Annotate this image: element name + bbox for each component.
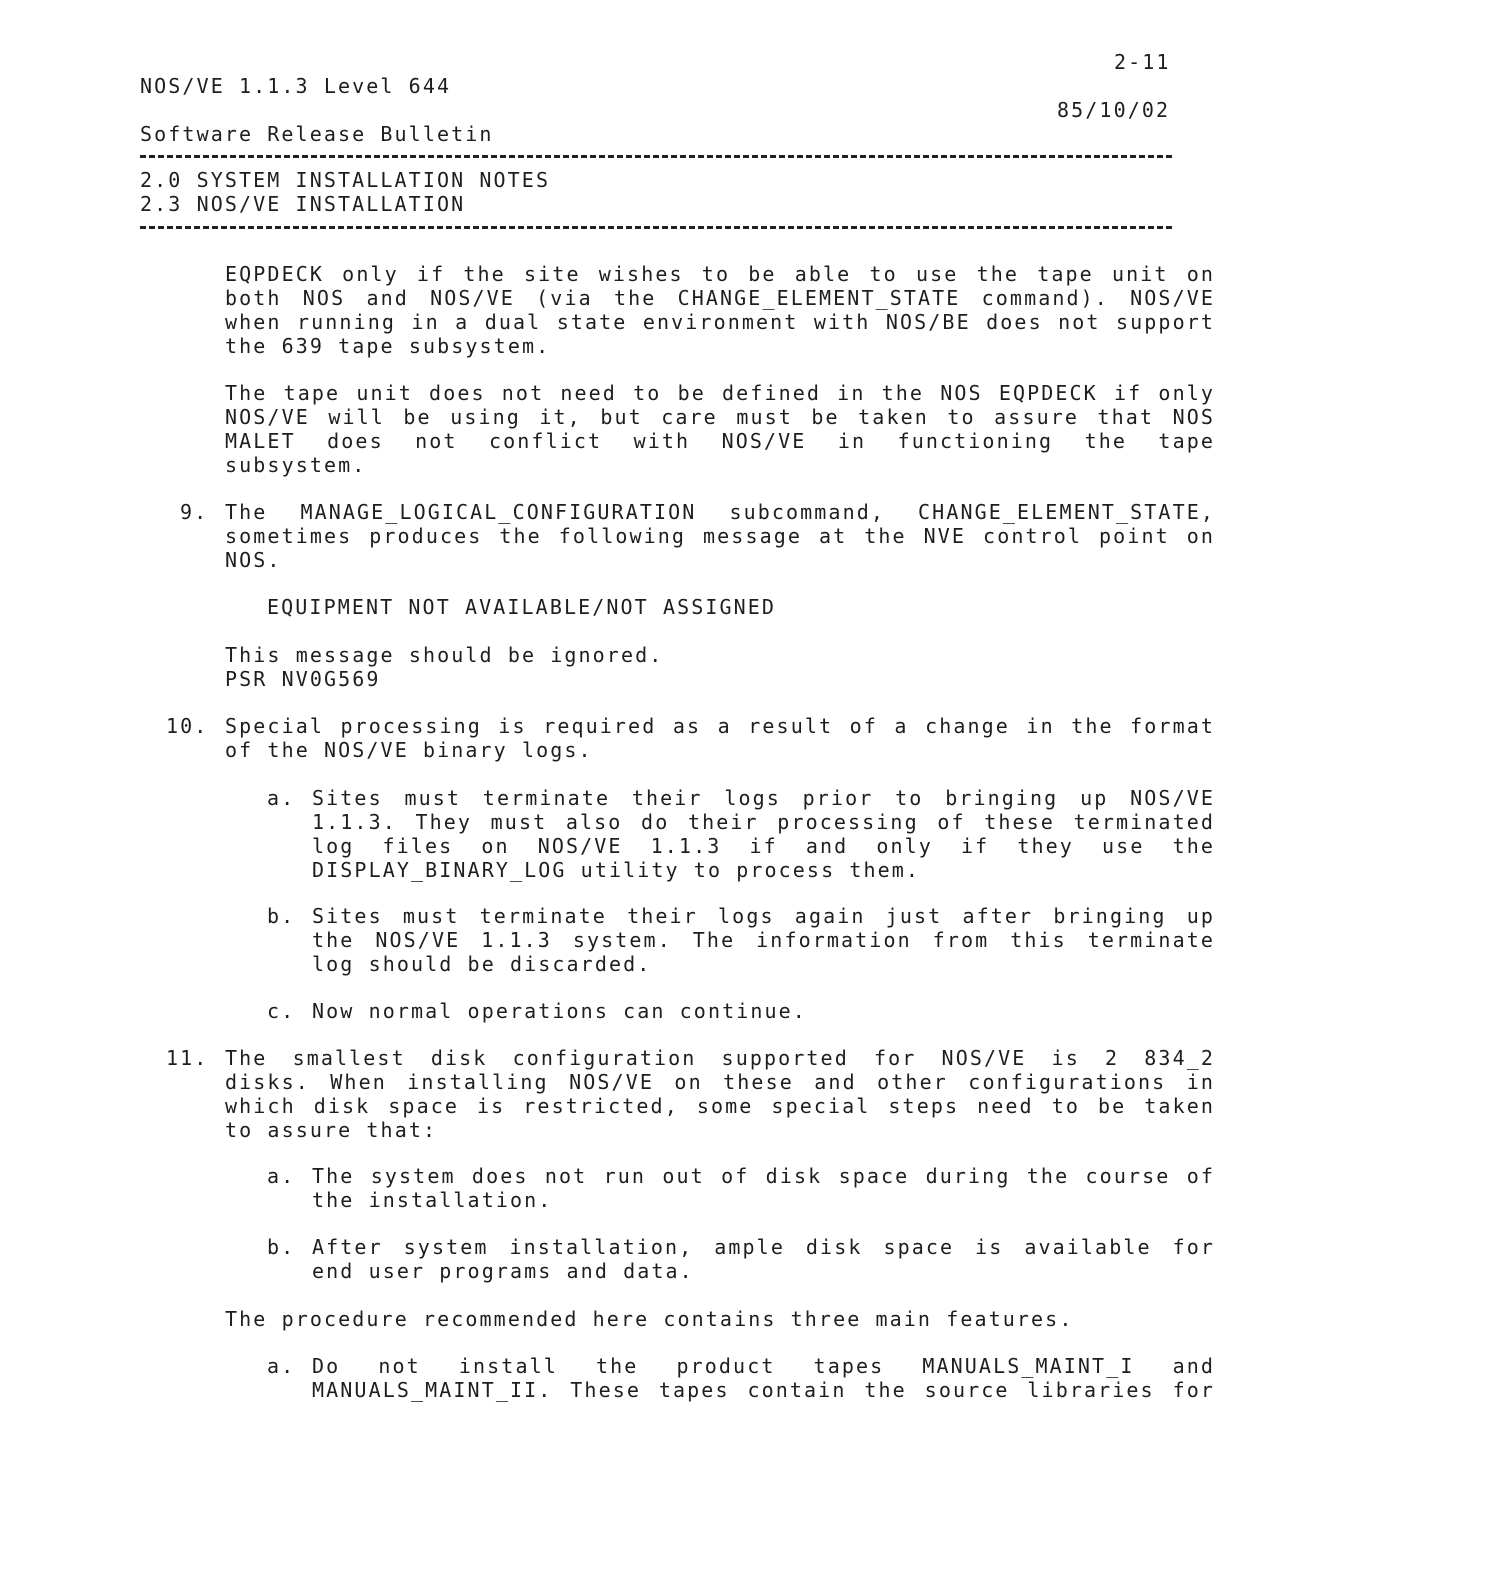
text-line: when running in a dual state environment with NOS/BE does not support <box>225 310 1215 334</box>
subitem-letter-10a: a. <box>267 786 296 810</box>
subitem-10c-text <box>312 999 1215 1023</box>
psr-reference: PSR NV0G569 <box>225 667 381 691</box>
item-9-text <box>225 500 1215 572</box>
text-line: sometimes produces the following message at the NVE control point on <box>225 524 1215 548</box>
text-line: MANUALS_MAINT_II. These tapes contain the source libraries for <box>312 1378 1215 1402</box>
subitem-11a-text <box>312 1164 1215 1212</box>
text-line: log files on NOS/VE 1.1.3 if and only if they use the <box>312 834 1215 858</box>
item-10-text <box>225 714 1215 762</box>
subitem-letter-10c: c. <box>267 999 296 1023</box>
text-line: MALET does not conflict with NOS/VE in functioning the tape <box>225 429 1215 453</box>
text-line: NOS. <box>225 548 282 572</box>
header-rule-top <box>140 155 1172 158</box>
text-line: Special processing is required as a result of a change in the format <box>225 714 1215 738</box>
document-title: Software Release Bulletin <box>140 122 494 146</box>
text-line: DISPLAY_BINARY_LOG utility to process them. <box>312 858 921 882</box>
ignore-note: This message should be ignored. <box>225 643 664 667</box>
product-version: NOS/VE 1.1.3 Level 644 <box>140 74 452 98</box>
text-line: subsystem. <box>225 453 367 477</box>
text-line: The MANAGE_LOGICAL_CONFIGURATION subcommand, CHANGE_ELEMENT_STATE, <box>225 500 1215 524</box>
section-heading-2: 2.3 NOS/VE INSTALLATION <box>140 192 466 216</box>
page-number: 2-11 <box>1114 50 1171 74</box>
text-line: The tape unit does not need to be defined in the NOS EQPDECK if only <box>225 381 1215 405</box>
release-date: 85/10/02 <box>1057 98 1171 122</box>
text-line: The system does not run out of disk space during the course of <box>312 1164 1215 1188</box>
procedure-intro: The procedure recommended here contains three main features. <box>225 1307 1074 1331</box>
text-line: The smallest disk configuration supported for NOS/VE is 2 834_2 <box>225 1046 1215 1070</box>
text-line: of the NOS/VE binary logs. <box>225 738 593 762</box>
subitem-letter-11b: b. <box>267 1235 296 1259</box>
feature-a-text <box>312 1354 1215 1402</box>
text-line: Do not install the product tapes MANUALS_MAINT_I and <box>312 1354 1215 1378</box>
text-line: disks. When installing NOS/VE on these and other configurations in <box>225 1070 1215 1094</box>
subitem-letter-11a: a. <box>267 1164 296 1188</box>
text-line: the NOS/VE 1.1.3 system. The information from this terminate <box>312 928 1215 952</box>
text-line: 1.1.3. They must also do their processing of these terminated <box>312 810 1215 834</box>
item-number-9: 9. <box>180 500 209 524</box>
section-heading-1: 2.0 SYSTEM INSTALLATION NOTES <box>140 168 551 192</box>
subitem-11b-text <box>312 1235 1215 1283</box>
subitem-10a-text <box>312 786 1215 882</box>
paragraph-tape-unit <box>225 381 1215 477</box>
text-line: Sites must terminate their logs prior to bringing up NOS/VE <box>312 786 1215 810</box>
text-line: to assure that: <box>225 1118 438 1142</box>
header-rule-bottom <box>140 226 1172 229</box>
text-line: end user programs and data. <box>312 1259 694 1283</box>
text-line: both NOS and NOS/VE (via the CHANGE_ELEMENT_STATE command). NOS/VE <box>225 286 1215 310</box>
feature-letter-a: a. <box>267 1354 296 1378</box>
text-line: NOS/VE will be using it, but care must be taken to assure that NOS <box>225 405 1215 429</box>
text-line: the installation. <box>312 1188 553 1212</box>
system-message: EQUIPMENT NOT AVAILABLE/NOT ASSIGNED <box>267 595 777 619</box>
text-line: Now normal operations can continue. <box>312 999 807 1023</box>
subitem-letter-10b: b. <box>267 904 296 928</box>
item-11-text <box>225 1046 1215 1142</box>
text-line: Sites must terminate their logs again just after bringing up <box>312 904 1215 928</box>
text-line: After system installation, ample disk space is available for <box>312 1235 1215 1259</box>
paragraph-eqpdeck <box>225 262 1215 358</box>
text-line: which disk space is restricted, some special steps need to be taken <box>225 1094 1215 1118</box>
subitem-10b-text <box>312 904 1215 976</box>
item-number-10: 10. <box>166 714 209 738</box>
text-line: EQPDECK only if the site wishes to be able to use the tape unit on <box>225 262 1215 286</box>
text-line: log should be discarded. <box>312 952 652 976</box>
text-line: the 639 tape subsystem. <box>225 334 551 358</box>
item-number-11: 11. <box>166 1046 209 1070</box>
